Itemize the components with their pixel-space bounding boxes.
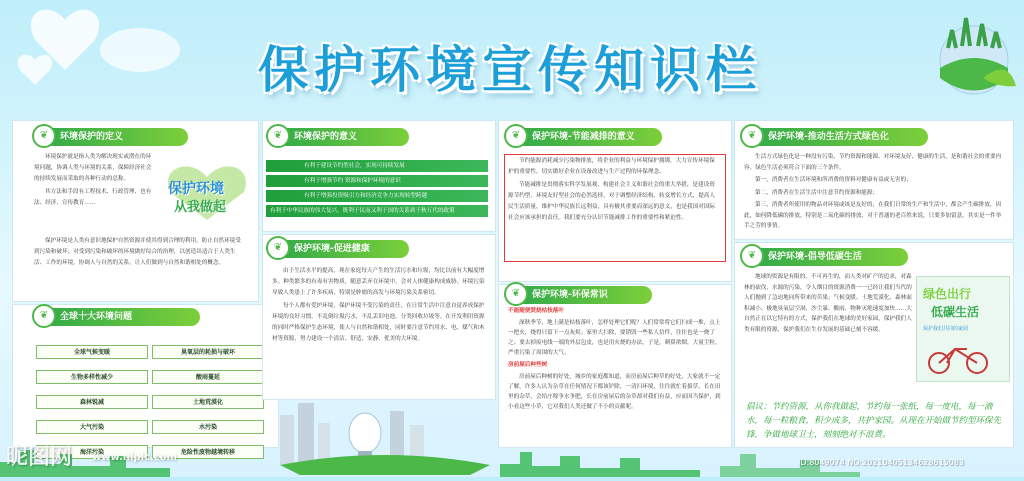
lowcarbon-text xyxy=(744,272,912,337)
health-heading-label: 保护环境-促进健康 xyxy=(294,244,370,254)
definition-paragraph: 保护环境是人类有意识地保护自然资源并使其得到合理的利用，防止自然环境受到污染和破坏；对受到污染和破坏的环境做好综合的治理，以创造出适合于人类生活、工作的环境，协调人与自然的关系，让人们做到与自然和谐相处的概念。 xyxy=(34,238,241,266)
issue-item: 危险性废物越境转移 xyxy=(152,445,264,459)
badge-line-1: 保护环境 xyxy=(168,181,224,197)
badge-line-1: 绿色出行 xyxy=(923,287,972,301)
significance-heading-label: 环境保护的意义 xyxy=(294,132,358,142)
lowcarbon-paragraph: 地球的资源是有限的、不可再生的，而人类对矿产的追求，对森林的砍伐，水源的污染，令人烟目的资源消费一一已经让我们当代的人们抛到了急迫地同所带来的苦果；气候变暖、土地荒漠化、森林面积减小、极地臭氧层空洞、沙尘暴、酸雨、物种灭绝速度加快……大自然正在以它特有的方式，保护我们在地球的美好家园，保护我们人类有限的资源，保护我们在生存发展的基础已刻不容缓。 xyxy=(744,274,912,333)
lowcarbon-heading xyxy=(746,248,908,266)
common-heading xyxy=(510,286,652,304)
page-title: 保护环境宣传知识栏 xyxy=(258,41,762,99)
leaf-icon: ❦ xyxy=(266,236,290,260)
issue-item: 酸雨蔓延 xyxy=(152,370,264,384)
leaf-icon: ❦ xyxy=(504,124,528,148)
green-heading xyxy=(746,128,928,146)
definition-paragraph: 其方法和手段有工程技术、行政管理、也有法、经济、宣传教育…… xyxy=(34,189,152,206)
leaf-icon: ❦ xyxy=(32,304,56,328)
common-subheading: 房前屋后种些树 xyxy=(508,362,548,368)
issue-item: 土地荒漠化 xyxy=(152,395,264,409)
energy-heading xyxy=(510,128,662,146)
issue-item: 大气污染 xyxy=(36,420,148,434)
issues-heading xyxy=(38,308,200,326)
health-heading xyxy=(272,240,409,258)
green-paragraph: 第三，消费者所使用的物品对环境或该是友好的，在我们日常的生产和生活中，都会产生碳排放，因此，如何降低碳的排放，特别是二氧化碳的排放，对于普通的老百姓来说，只要多加留意，其实是一件举手之劳的事情。 xyxy=(744,202,1002,229)
badge-line-2: 从我做起 xyxy=(174,200,227,215)
health-paragraph: 每个人都有爱护环境，保护环境不受污染的责任，在日常生活中注意自觉养成保护环境的良好习惯，不乱倒垃圾污水，不乱丢旧电池，分类回收垃圾等。在开发利用资源的同时严格保护生态环境，使人与自然和谐相处，同时要注意节约用水、电、煤气和木材等资源，努力建设一个清洁、舒适、安静、优美的大环境。 xyxy=(272,303,485,342)
significance-row: 有利于建设节约型社会，实现可持续发展 xyxy=(266,160,488,172)
green-paragraph: 第一，消费者在生活环境和所消费的资料对健康有益或无害的； xyxy=(755,177,912,183)
issue-item: 森林锐减 xyxy=(36,395,148,409)
common-subheading: 不能随便焚烧枯枝落叶 xyxy=(508,308,564,314)
leaf-icon: ❦ xyxy=(32,124,56,148)
bicycle-icon xyxy=(917,337,1007,377)
green-paragraph: 第二，消费者在生活生活中注意节约资源和能源； xyxy=(755,189,879,196)
green-travel-badge xyxy=(916,276,1010,382)
leaf-icon: ❦ xyxy=(504,282,528,306)
badge-line-2: 低碳生活 xyxy=(931,305,980,319)
issue-item: 全球气候变暖 xyxy=(36,345,148,359)
lowcarbon-slogan: 倡议：节约资源，从你我做起，节约每一张纸，每一度电，每一滴水，每一粒粮食，积少成多，共护家园。从现在开始做节约型环保先锋，争做地球卫士，刻刻绝对不浪费。 xyxy=(746,402,1002,440)
significance-row: 有利于增强投资吸引力和经济竞争力实现转型跨越 xyxy=(266,190,488,202)
issues-heading-label: 全球十大环境问题 xyxy=(60,312,133,322)
green-globe-icon xyxy=(928,8,1020,100)
badge-line-3: 保护我们共同的家园 xyxy=(923,326,969,332)
definition-heading xyxy=(38,128,188,146)
issue-item: 臭氧层的耗损与破坏 xyxy=(152,345,264,359)
common-paragraph: 房前屋后种树的好处，城乡的家庭都知道，而房前屋后种草的好处，大家就不一定了解。许多人认为杂草在任何情况下都该铲除，一清扫环境，往往就忙着拔草。长在田里的杂草，会给庄稼争水争肥，长在房前屋后的杂草却对我们有益，应而因当保护，到小看这些小草，它对我们人类还做了不小的贡献呢。 xyxy=(508,374,721,410)
common-heading-label: 保护环境-环保常识 xyxy=(532,290,608,300)
leaf-icon: ❦ xyxy=(740,244,764,268)
energy-paragraph: 节约能源消耗减少污染物排放，将企业的利益与环境保护拥绑，大力宣传环境保护的重要性，切实做好企业在设备改进与生产过程的环保理念。 xyxy=(508,158,715,175)
watermark-id: ID:8049074 NO:20210405134628615083 xyxy=(798,458,965,467)
common-paragraph: 深秋季节，地上满是枯枝落叶，怎样处理它们呢？人们常常将它们扫成一堆，点上一把火，烧得只留下一点灰烬；家里大扫除，要销毁一些私人信件，往往也是一烧了之；要去掉废电线一端的外层包皮，也是用火烧的办法。子是，刺鼻浓烟，大量尘粒，严重污染了周围的大气。 xyxy=(508,320,721,356)
heart-cloud-decor xyxy=(10,0,180,100)
protect-environment-badge xyxy=(160,162,255,222)
green-paragraph: 生活方式绿色化是一种没有污染、节约资源和能源、对环境友好、健康的生活，是和谐社会的重要内容。绿色生活必须符合下面的三个条件。 xyxy=(744,154,1002,171)
watermark-url: www.nipic.com xyxy=(92,452,177,463)
green-text xyxy=(744,152,1006,234)
leaf-icon: ❦ xyxy=(740,124,764,148)
definition-text-wide xyxy=(34,236,244,271)
issue-item: 生物多样性减少 xyxy=(36,370,148,384)
energy-heading-label: 保护环境-节能减排的意义 xyxy=(532,132,635,142)
watermark-brand: 昵图网 xyxy=(6,445,73,470)
common-text xyxy=(508,306,724,414)
issue-item: 海洋污染 xyxy=(36,445,148,459)
definition-text xyxy=(34,152,156,211)
issue-item: 水污染 xyxy=(152,420,264,434)
significance-row: 有利于中华民族的伟大复兴，既利于民而又利于国的关系到千秋万代的政策 xyxy=(266,205,488,217)
leaf-icon: ❦ xyxy=(266,124,290,148)
energy-paragraph: 节能减排是贯彻落实科学发展观、构建社会主义和谐社会的重大举措，是建设资源节约型、环境友好型社会的必然选择，对于调整经济结构、转变增长方式，提高人民生活质量，维护中华民族长远利益，具有极其重要而深远的意义，也是我国对国际社会应该承担的责任。我们要充分认识节能减排工作的重要性和紧迫性。 xyxy=(508,182,715,221)
definition-paragraph: 环境保护就是指人类为解决现实或潜在的环境问题，协调人类与环境的关系，保障经济社会的持续发展而采取的各种行动的总称。 xyxy=(34,154,152,182)
significance-row: 有利于增强节约 资源和保护环境的意识 xyxy=(266,175,488,187)
health-text xyxy=(272,266,488,347)
energy-text xyxy=(508,156,720,226)
health-paragraph: 由于生活水平的提高，现在家庭每天产生的生活污水和垃圾，均比以前有大幅度增多。种类繁多的有毒有害物质，随意丢弃在环境中，会对人体健康构成威胁。环境污染导致人类患上了许多疾病，特别是肿瘤的高发与环境污染关系密切。 xyxy=(272,268,485,296)
significance-heading xyxy=(272,128,409,146)
definition-heading-label: 环境保护的定义 xyxy=(60,132,124,142)
lowcarbon-heading-label: 保护环境-倡导低碳生活 xyxy=(768,252,862,262)
significance-list xyxy=(266,160,488,220)
green-heading-label: 保护环境-推动生活方式绿色化 xyxy=(768,132,889,142)
